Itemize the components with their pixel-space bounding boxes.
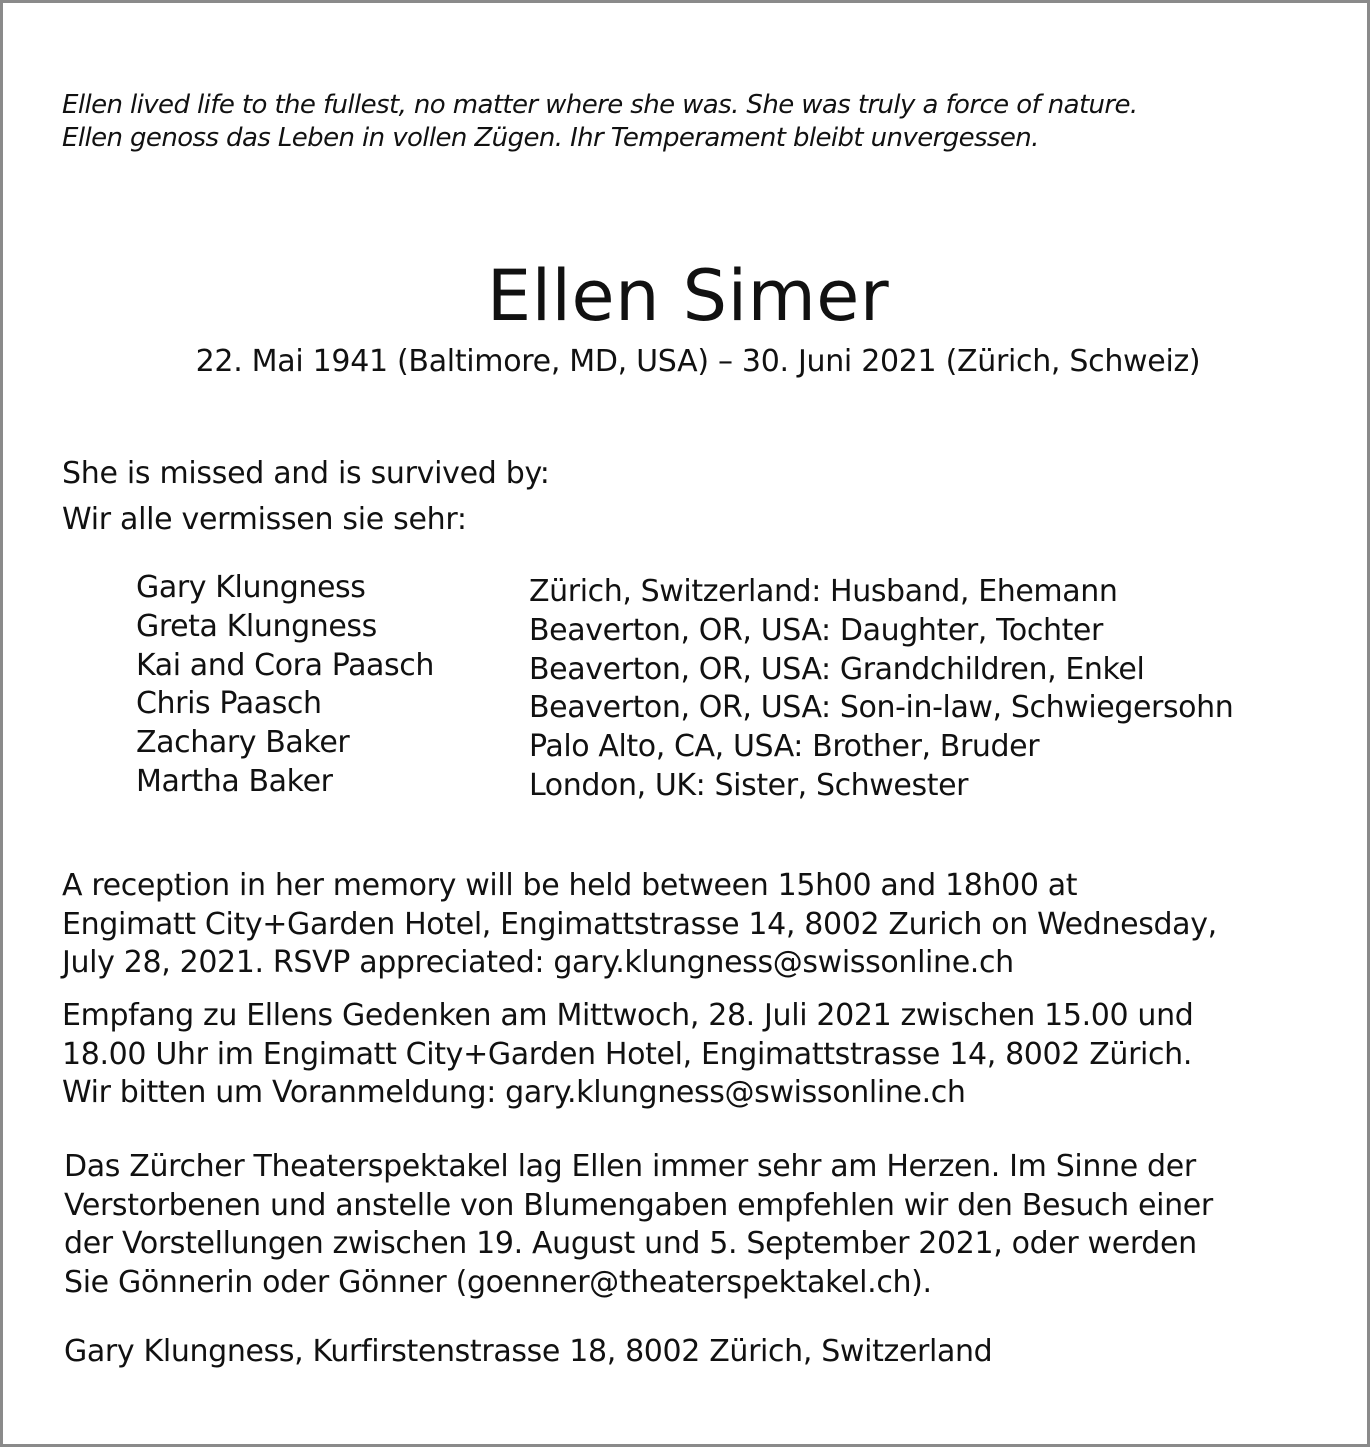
reception-english-line: A reception in her memory will be held between 15h00 and 18h00 at: [62, 868, 1078, 903]
family-row: [136, 647, 1336, 686]
reception-english: [62, 867, 1217, 983]
family-member-name: Zachary Baker: [136, 725, 350, 761]
survived-by-german: Wir alle vermissen sie sehr:: [62, 502, 467, 537]
family-member-relation: Beaverton, OR, USA: Son-in-law, Schwiegersohn: [529, 690, 1234, 726]
reception-english-line: July 28, 2021. RSVP appreciated: gary.klungness@swissonline.ch: [62, 945, 1014, 980]
survived-by-heading: [62, 451, 550, 543]
theater-note-line: der Vorstellungen zwischen 19. August und 5. September 2021, oder werden: [64, 1226, 1197, 1261]
reception-german-line: Empfang zu Ellens Gedenken am Mittwoch, 28. Juli 2021 zwischen 15.00 und: [62, 998, 1194, 1033]
theater-note-line: Verstorbenen und anstelle von Blumengaben empfehlen wir den Besuch einer: [64, 1187, 1213, 1223]
reception-german-line: 18.00 Uhr im Engimatt City+Garden Hotel, Engimattstrasse 14, 8002 Zürich.: [62, 1036, 1193, 1072]
family-row: [136, 763, 1336, 802]
family-member-relation: London, UK: Sister, Schwester: [529, 767, 969, 803]
deceased-name: Ellen Simer: [486, 255, 890, 337]
family-row: [136, 685, 1336, 724]
family-member-name: Martha Baker: [136, 763, 333, 799]
theater-note-line: Sie Gönnerin oder Gönner (goenner@theaterspektakel.ch).: [64, 1264, 932, 1300]
family-member-relation: Zürich, Switzerland: Husband, Ehemann: [529, 574, 1118, 609]
theater-donation-note: [64, 1148, 1213, 1302]
reception-english-line: Engimatt City+Garden Hotel, Engimattstrasse 14, 8002 Zurich on Wednesday,: [62, 906, 1217, 942]
reception-german: [62, 997, 1193, 1113]
motto-english: Ellen lived life to the fullest, no matter where she was. She was truly a force of nature.: [62, 90, 1138, 120]
family-member-relation: Beaverton, OR, USA: Daughter, Tochter: [529, 612, 1103, 648]
contact-address: Gary Klungness, Kurfirstenstrasse 18, 8002 Zürich, Switzerland: [64, 1334, 993, 1369]
family-member-name: Gary Klungness: [136, 570, 366, 605]
family-member-name: Chris Paasch: [136, 686, 322, 722]
motto-german: Ellen genoss das Leben in vollen Zügen. Ihr Temperament bleibt unvergessen.: [62, 123, 1039, 153]
family-row: [136, 569, 1336, 608]
family-member-relation: Palo Alto, CA, USA: Brother, Bruder: [529, 729, 1040, 765]
family-row: [136, 608, 1336, 647]
family-member-name: Kai and Cora Paasch: [136, 647, 434, 683]
motto: [62, 89, 1138, 155]
family-member-relation: Beaverton, OR, USA: Grandchildren, Enkel: [529, 651, 1145, 687]
theater-note-line: Das Zürcher Theaterspektakel lag Ellen immer sehr am Herzen. Im Sinne der: [64, 1149, 1196, 1184]
family-list: [136, 569, 1336, 802]
reception-german-line: Wir bitten um Voranmeldung: gary.klungness@swissonline.ch: [62, 1075, 966, 1110]
family-member-name: Greta Klungness: [136, 608, 377, 644]
family-row: [136, 724, 1336, 763]
life-dates: 22. Mai 1941 (Baltimore, MD, USA) – 30. Juni 2021 (Zürich, Schweiz): [195, 344, 1201, 379]
survived-by-english: She is missed and is survived by:: [62, 456, 550, 491]
